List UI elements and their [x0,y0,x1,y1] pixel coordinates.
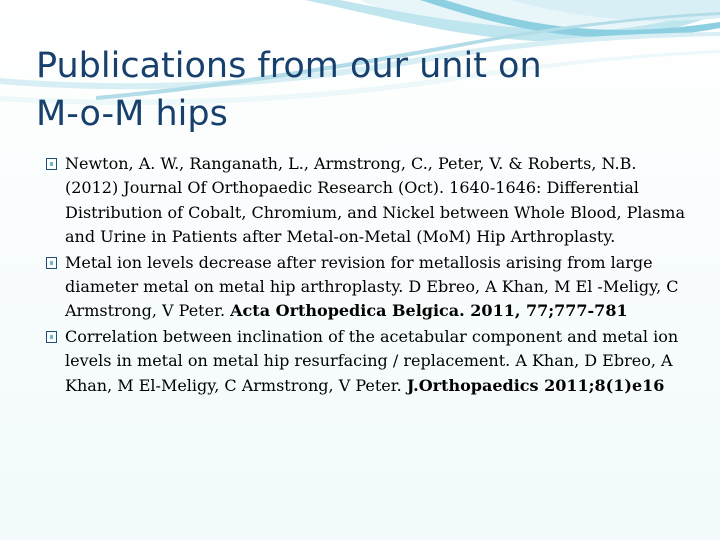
publication-item-2 [46,251,686,324]
publication-3-journal: J.Orthopaedics 2011;8(1)e16 [406,375,665,395]
publication-item-3 [46,325,686,398]
publication-item-1 [46,152,686,250]
publication-list [46,152,686,399]
publication-2-journal: Acta Orthopedica Belgica. 2011, 77;777-781 [230,301,628,321]
square-bullet-icon [46,158,57,170]
page-title [36,42,676,138]
square-bullet-icon [46,331,57,343]
title-line-2: M-o-M hips [36,94,228,134]
square-bullet-icon [46,257,57,269]
publication-3-text: Correlation between inclination of the acetabular component and metal ion levels in metal on metal hip resurfacing / replacement. A Khan, D Ebreo, A Khan, M El-Meligy, C Armstrong, V Peter. [65,326,679,395]
publication-1-text: Newton, A. W., Ranganath, L., Armstrong, C., Peter, V. & Roberts, N.B. (2012) Journal Of Orthopaedic Research (Oct). 1640-1646: Differential Distribution of Cobalt, Chromium, and Nickel between Whole Blood, Plasma and Urine in Patients after Metal-on-Metal (MoM) Hip Arthroplasty. [65,154,685,247]
publication-2-text: Metal ion levels decrease after revision for metallosis arising from large diameter metal on metal hip arthroplasty. D Ebreo, A Khan, M El -Meligy, C Armstrong, V Peter. [65,252,679,321]
title-line-1: Publications from our unit on [36,46,542,86]
